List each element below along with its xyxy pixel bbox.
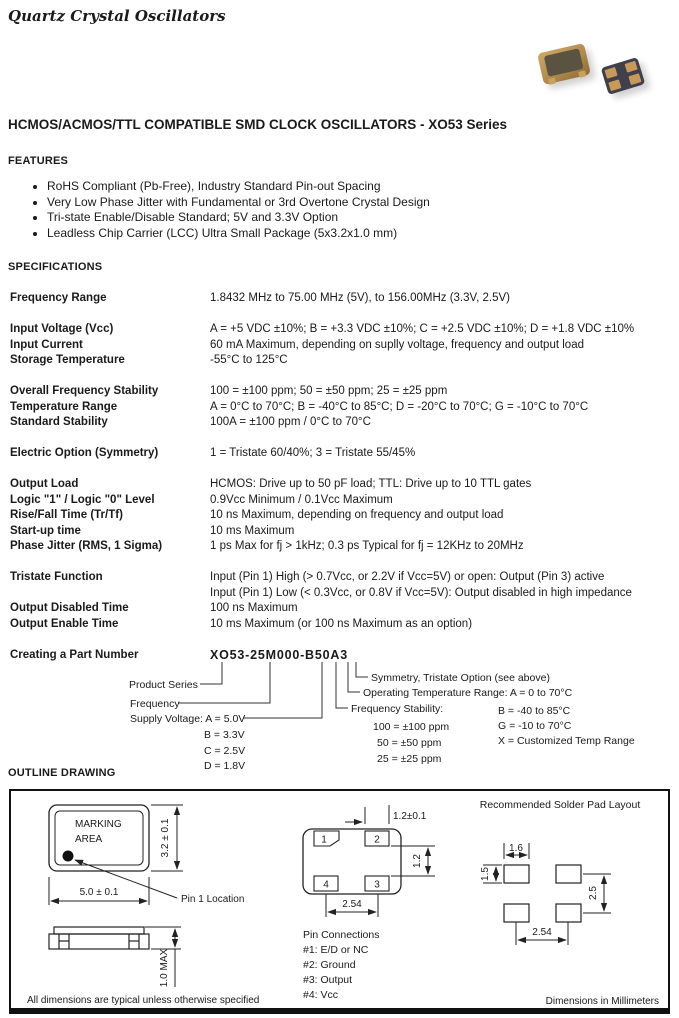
pn-symmetry-label: Symmetry, Tristate Option (see above): [371, 672, 550, 684]
spec-row: [10, 601, 678, 617]
pn-product-series-label: Product Series: [129, 679, 198, 691]
solder-dim-height-label: 1.5: [480, 867, 491, 881]
feature-item: • Leadless Chip Carrier (LCC) Ultra Small Package (5x3.2x1.0 mm): [47, 226, 430, 242]
spec-value: 100 = ±100 ppm; 50 = ±50 ppm; 25 = ±25 ppm: [210, 385, 448, 397]
chip-pad: [608, 79, 621, 91]
part-number-diagram: [0, 658, 679, 772]
solder-pads: [504, 865, 581, 922]
dim-thickness-label: 1.0 MAX: [159, 948, 170, 988]
note-dimensions-mm: Dimensions in Millimeters: [545, 996, 659, 1007]
spec-label: Standard Stability: [10, 416, 108, 428]
spec-label: Output Disabled Time: [10, 602, 129, 614]
pn-stability-100: 100 = ±100 ppm: [373, 721, 450, 733]
pn-supply-b: B = 3.3V: [204, 729, 245, 741]
pn-frequency-label: Frequency: [130, 698, 180, 710]
part-number-callout-lines: [178, 662, 368, 718]
dim-pad-gap-label: 1.2: [412, 854, 423, 868]
note-all-dimensions: All dimensions are typical unless otherwise specified: [27, 995, 260, 1006]
spec-row: [10, 415, 678, 431]
dim-pad-width: [345, 805, 389, 824]
part-number-label: Creating a Part Number: [10, 648, 139, 661]
chip-pad: [578, 70, 586, 77]
spec-row: [10, 384, 678, 400]
pn-temp-label: Operating Temperature Range: A = 0 to 70°C: [363, 687, 573, 699]
pin-connection-item: #4: Vcc: [303, 989, 339, 1001]
spec-label: Tristate Function: [10, 571, 103, 583]
spec-row: [10, 477, 678, 493]
pn-stability-50: 50 = ±50 ppm: [377, 737, 442, 749]
spec-label: Storage Temperature: [10, 354, 125, 366]
outline-drawing-box: [9, 789, 670, 1014]
chip-pad: [628, 73, 641, 85]
pn-supply-c: C = 2.5V: [204, 745, 246, 757]
spec-value: 10 ns Maximum, depending on frequency and output load: [210, 509, 504, 521]
spec-group: [10, 384, 678, 431]
pin1-location-label: Pin 1 Location: [181, 894, 245, 905]
solder-dim-vertical-label: 2.5: [588, 886, 599, 900]
spec-row: [10, 400, 678, 416]
marking-area-line2: AREA: [75, 834, 103, 845]
features-heading: FEATURES: [8, 155, 69, 167]
oscillator-photo-bottom-view: [601, 57, 646, 95]
spec-row: [10, 338, 678, 354]
outline-drawing-heading: OUTLINE DRAWING: [8, 767, 116, 779]
spec-label: Overall Frequency Stability: [10, 385, 159, 397]
features-list: [30, 179, 430, 241]
spec-value: 60 mA Maximum, depending on suplly voltage, frequency and output load: [210, 338, 584, 351]
pn-supply-voltage-label: Supply Voltage: A = 5.0V: [130, 713, 246, 725]
solder-pad-layout-title: Recommended Solder Pad Layout: [479, 799, 641, 811]
feature-item: • Tri-state Enable/Disable Standard; 5V and 3.3V Option: [47, 210, 430, 226]
spec-label: Phase Jitter (RMS, 1 Sigma): [10, 540, 163, 552]
spec-group: [10, 291, 678, 307]
solder-dim-pitch-label: 2.54: [532, 927, 552, 938]
marking-area-line1: MARKING: [75, 819, 122, 830]
spec-value: 1 = Tristate 60/40%; 3 = Tristate 55/45%: [210, 447, 416, 459]
package-side-view: [49, 927, 149, 949]
chip-pad: [604, 67, 617, 79]
chip-pad: [625, 61, 638, 73]
spec-value-line: Input (Pin 1) Low (< 0.3Vcc, or 0.8V if Vcc=5V): Output disabled in high impedance: [210, 586, 632, 599]
pn-supply-d: D = 1.8V: [204, 760, 246, 772]
pin-connection-item: #2: Ground: [303, 959, 356, 971]
spec-label: Input Current: [10, 338, 83, 351]
spec-row: [10, 617, 678, 633]
dim-height-label: 3.2 ± 0.1: [160, 818, 171, 858]
spec-row: [10, 539, 678, 555]
part-number-value: XO53-25M000-B50A3: [210, 647, 348, 662]
spec-group: [10, 446, 678, 462]
spec-row: [10, 524, 678, 540]
feature-item: • Very Low Phase Jitter with Fundamental or 3rd Overtone Crystal Design: [47, 195, 430, 211]
oscillator-photo-top-view: [537, 43, 591, 85]
specifications-heading: SPECIFICATIONS: [8, 261, 103, 273]
document-heading: HCMOS/ACMOS/TTL COMPATIBLE SMD CLOCK OSCILLATORS - XO53 Series: [8, 117, 508, 132]
feature-item: • RoHS Compliant (Pb-Free), Industry Standard Pin-out Spacing: [47, 179, 430, 195]
specifications-table: [10, 291, 678, 663]
spec-value: 10 ms Maximum: [210, 524, 295, 537]
spec-label: Temperature Range: [10, 400, 118, 413]
spec-value: -55°C to 125°C: [210, 354, 288, 366]
spec-label: Frequency Range: [10, 292, 107, 304]
spec-label: Output Load: [10, 478, 79, 490]
spec-group: [10, 570, 678, 632]
outline-drawing: [11, 791, 668, 1008]
spec-label: Output Enable Time: [10, 617, 119, 630]
pin1-dot: [63, 851, 74, 862]
spec-label: Start-up time: [10, 524, 81, 537]
pin-connection-item: #3: Output: [303, 974, 353, 986]
spec-value: 0.9Vcc Minimum / 0.1Vcc Maximum: [210, 493, 393, 506]
spec-value: 100 ns Maximum: [210, 602, 298, 614]
pn-stability-25: 25 = ±25 ppm: [377, 753, 442, 765]
spec-row: [10, 446, 678, 462]
page-title: Quartz Crystal Oscillators: [8, 7, 226, 25]
spec-value: 1 ps Max for fj > 1kHz; 0.3 ps Typical for fj = 12KHz to 20MHz: [210, 540, 524, 552]
spec-value: 10 ms Maximum (or 100 ns Maximum as an option): [210, 617, 473, 630]
dim-width-label: 5.0 ± 0.1: [79, 887, 119, 898]
spec-value: [210, 570, 678, 601]
solder-dim-width-label: 1.6: [509, 843, 523, 854]
spec-label: Electric Option (Symmetry): [10, 447, 159, 459]
spec-group: [10, 477, 678, 555]
pad4-label: 4: [323, 879, 329, 891]
package-bottom-view: [303, 829, 401, 894]
dim-pad-pitch-label: 2.54: [342, 899, 362, 910]
spec-group: [10, 322, 678, 369]
spec-row: [10, 322, 678, 338]
spec-value: A = 0°C to 70°C; B = -40°C to 85°C; D = -20°C to 70°C; G = -10°C to 70°C: [210, 400, 589, 413]
pn-temp-x: X = Customized Temp Range: [498, 735, 635, 747]
pn-stability-label: Frequency Stability:: [351, 703, 444, 715]
dim-pad-width-label: 1.2±0.1: [393, 811, 427, 822]
spec-row: [10, 508, 678, 524]
spec-value: A = +5 VDC ±10%; B = +3.3 VDC ±10%; C = +2.5 VDC ±10%; D = +1.8 VDC ±10%: [210, 323, 635, 335]
spec-value-line: Input (Pin 1) High (> 0.7Vcc, or 2.2V if Vcc=5V) or open: Output (Pin 3) active: [210, 571, 605, 583]
pn-temp-g: G = -10 to 70°C: [498, 720, 572, 732]
pad1-label: 1: [321, 834, 327, 846]
chip-pad: [548, 77, 556, 84]
pn-temp-b: B = -40 to 85°C: [498, 705, 571, 717]
pad2-label: 2: [374, 834, 380, 846]
spec-row: [10, 353, 678, 369]
spec-row: [10, 570, 678, 601]
spec-label: Rise/Fall Time (Tr/Tf): [10, 509, 123, 521]
pad3-label: 3: [374, 879, 380, 891]
spec-row: [10, 291, 678, 307]
pin-connections-heading: Pin Connections: [303, 929, 380, 941]
spec-row: [10, 493, 678, 509]
pin-connection-item: #1: E/D or NC: [303, 944, 369, 956]
spec-value: 1.8432 MHz to 75.00 MHz (5V), to 156.00MHz (3.3V, 2.5V): [210, 292, 510, 304]
spec-label: Input Voltage (Vcc): [10, 323, 114, 335]
spec-label: Logic "1" / Logic "0" Level: [10, 493, 155, 506]
spec-value: HCMOS: Drive up to 50 pF load; TTL: Drive up to 10 TTL gates: [210, 478, 532, 490]
spec-value: 100A = ±100 ppm / 0°C to 70°C: [210, 416, 371, 428]
